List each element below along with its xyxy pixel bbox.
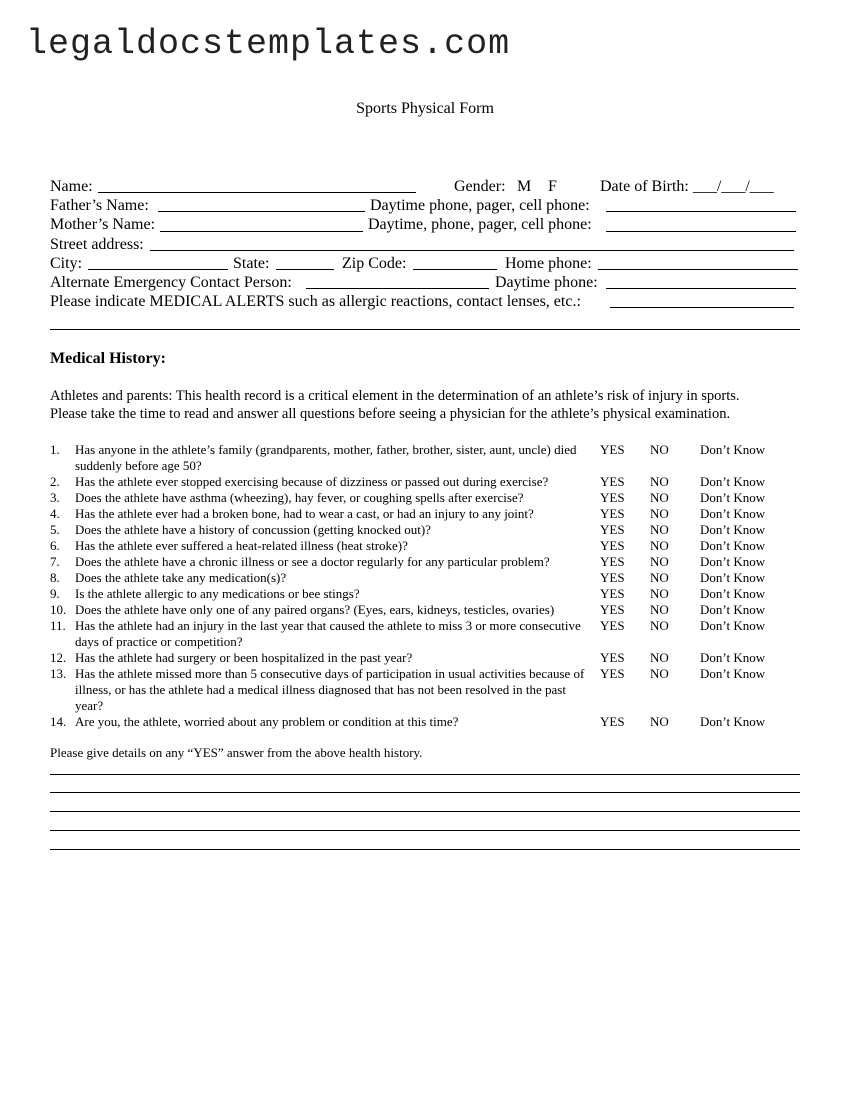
city-field[interactable] [88, 269, 228, 270]
question-item [50, 490, 802, 506]
answer-dont-know[interactable]: Don’t Know [700, 554, 766, 569]
state-field[interactable] [276, 269, 334, 270]
alt-contact-row [50, 273, 802, 292]
answer-no[interactable]: NO [650, 538, 669, 553]
question-text: Has the athlete ever suffered a heat-related illness (heat stroke)? [75, 538, 408, 553]
question-item [50, 586, 802, 602]
question-item [50, 650, 802, 666]
street-row [50, 235, 802, 254]
city-label: City: [50, 254, 83, 272]
details-line[interactable] [50, 811, 800, 812]
answer-no[interactable]: NO [650, 490, 669, 505]
mother-field[interactable] [160, 231, 363, 232]
question-number: 10. [50, 602, 67, 617]
question-item [50, 538, 802, 554]
answer-yes[interactable]: YES [600, 618, 625, 633]
question-text: Has the athlete had surgery or been hospitalized in the past year? [75, 650, 413, 665]
home-phone-label: Home phone: [505, 254, 592, 272]
intro-line-2: Please take the time to read and answer all questions before seeing a physician for the athlete’s physical examination. [50, 405, 731, 422]
answer-yes[interactable]: YES [600, 586, 625, 601]
question-item [50, 602, 802, 618]
details-line[interactable] [50, 830, 800, 831]
question-number: 2. [50, 474, 60, 489]
question-text: Does the athlete have only one of any paired organs? (Eyes, ears, kidneys, testicles, ovaries) [75, 602, 555, 617]
answer-dont-know[interactable]: Don’t Know [700, 650, 766, 665]
question-text: Is the athlete allergic to any medications or bee stings? [75, 586, 360, 601]
alt-contact-label: Alternate Emergency Contact Person: [50, 273, 292, 291]
answer-yes[interactable]: YES [600, 490, 625, 505]
alt-phone-label: Daytime phone: [495, 273, 598, 291]
question-number: 4. [50, 506, 60, 521]
name-row [50, 177, 802, 196]
answer-yes[interactable]: YES [600, 650, 625, 665]
question-item [50, 506, 802, 522]
personal-info-section [50, 177, 802, 311]
answer-yes[interactable]: YES [600, 570, 625, 585]
state-label: State: [233, 254, 270, 272]
name-label: Name: [50, 178, 93, 195]
question-text: Has the athlete ever had a broken bone, had to wear a cast, or had an injury to any joint? [75, 506, 534, 521]
question-number: 9. [50, 586, 60, 601]
answer-dont-know[interactable]: Don’t Know [700, 570, 766, 585]
question-number: 1. [50, 442, 60, 457]
question-item [50, 618, 802, 650]
question-text: Has the athlete missed more than 5 consecutive days of participation in usual activities because of illness, or has the athlete had a medical illness diagnosed that has not been resolved in the past year? [75, 666, 585, 713]
answer-dont-know[interactable]: Don’t Know [700, 442, 766, 457]
answer-yes[interactable]: YES [600, 554, 625, 569]
answer-yes[interactable]: YES [600, 538, 625, 553]
father-field[interactable] [158, 211, 365, 212]
question-item [50, 442, 802, 474]
details-line[interactable] [50, 849, 800, 850]
question-number: 6. [50, 538, 60, 553]
dob-field[interactable]: Date of Birth: ___/___/___ [600, 178, 774, 195]
answer-no[interactable]: NO [650, 554, 669, 569]
answer-dont-know[interactable]: Don’t Know [700, 538, 766, 553]
question-item [50, 666, 802, 714]
answer-dont-know[interactable]: Don’t Know [700, 714, 766, 729]
answer-dont-know[interactable]: Don’t Know [700, 666, 766, 681]
answer-no[interactable]: NO [650, 666, 669, 681]
answer-no[interactable]: NO [650, 474, 669, 489]
question-text: Has the athlete had an injury in the last year that caused the athlete to miss 3 or more consecutive days of practice or competition? [75, 618, 581, 649]
mother-phone-field[interactable] [606, 231, 796, 232]
question-number: 13. [50, 666, 67, 681]
question-number: 12. [50, 650, 67, 665]
question-item [50, 570, 802, 586]
mother-phone-label: Daytime, phone, pager, cell phone: [368, 216, 592, 234]
alt-phone-field[interactable] [606, 288, 796, 289]
home-phone-field[interactable] [598, 269, 798, 270]
alerts-line[interactable] [50, 329, 800, 330]
answer-dont-know[interactable]: Don’t Know [700, 586, 766, 601]
question-item [50, 522, 802, 538]
question-text: Has the athlete ever stopped exercising because of dizziness or passed out during exercise? [75, 474, 549, 489]
form-title: Sports Physical Form [356, 100, 494, 117]
zip-label: Zip Code: [342, 254, 407, 272]
answer-yes[interactable]: YES [600, 666, 625, 681]
answer-dont-know[interactable]: Don’t Know [700, 602, 766, 617]
answer-dont-know[interactable]: Don’t Know [700, 618, 766, 633]
question-number: 5. [50, 522, 60, 537]
medical-history-heading: Medical History: [50, 350, 166, 367]
question-text: Has anyone in the athlete’s family (grandparents, mother, father, brother, sister, aunt, uncle) died suddenly before age 50? [75, 442, 577, 473]
question-item [50, 714, 802, 730]
question-text: Does the athlete take any medication(s)? [75, 570, 287, 585]
alerts-label: Please indicate MEDICAL ALERTS such as allergic reactions, contact lenses, etc.: [50, 293, 581, 311]
gender-m-option[interactable]: M [517, 178, 532, 195]
details-line[interactable] [50, 774, 800, 775]
answer-no[interactable]: NO [650, 618, 669, 633]
answer-yes[interactable]: YES [600, 442, 625, 457]
question-number: 7. [50, 554, 60, 569]
father-phone-label: Daytime phone, pager, cell phone: [370, 197, 590, 215]
father-phone-field[interactable] [606, 211, 796, 212]
name-field[interactable] [98, 192, 416, 193]
answer-yes[interactable]: YES [600, 714, 625, 729]
question-text: Does the athlete have a history of concussion (getting knocked out)? [75, 522, 431, 537]
question-text: Does the athlete have asthma (wheezing), hay fever, or coughing spells after exercise? [75, 490, 524, 505]
question-number: 3. [50, 490, 60, 505]
intro-line-1: Athletes and parents: This health record is a critical element in the determination of an athlete’s risk of injury in sports. [50, 388, 740, 404]
question-number: 14. [50, 714, 67, 729]
answer-yes[interactable]: YES [600, 602, 625, 617]
gender-f-option[interactable]: F [548, 178, 557, 195]
answer-no[interactable]: NO [650, 586, 669, 601]
question-text: Does the athlete have a chronic illness or see a doctor regularly for any particular problem? [75, 554, 550, 569]
question-item [50, 554, 802, 570]
question-number: 11. [50, 618, 66, 633]
alt-contact-field[interactable] [306, 288, 489, 289]
city-row [50, 254, 802, 273]
question-number: 8. [50, 570, 60, 585]
alerts-field[interactable] [610, 307, 794, 308]
answer-dont-know[interactable]: Don’t Know [700, 506, 766, 521]
answer-no[interactable]: NO [650, 442, 669, 457]
medical-history-intro [50, 388, 802, 423]
answer-no[interactable]: NO [650, 714, 669, 729]
father-label: Father’s Name: [50, 197, 149, 215]
answer-no[interactable]: NO [650, 602, 669, 617]
father-row [50, 196, 802, 215]
gender-label: Gender: [454, 178, 506, 195]
street-label: Street address: [50, 235, 144, 253]
mother-label: Mother’s Name: [50, 216, 156, 234]
answer-dont-know[interactable]: Don’t Know [700, 474, 766, 489]
answer-yes[interactable]: YES [600, 522, 625, 537]
answer-dont-know[interactable]: Don’t Know [700, 522, 766, 537]
watermark: legaldocstemplates.com [26, 24, 511, 64]
answer-yes[interactable]: YES [600, 474, 625, 489]
answer-no[interactable]: NO [650, 570, 669, 585]
answer-no[interactable]: NO [650, 522, 669, 537]
answer-no[interactable]: NO [650, 650, 669, 665]
mother-row [50, 215, 802, 234]
question-list [50, 442, 802, 730]
details-label: Please give details on any “YES” answer from the above health history. [50, 745, 423, 760]
street-field[interactable] [150, 250, 794, 251]
zip-field[interactable] [413, 269, 497, 270]
answer-dont-know[interactable]: Don’t Know [700, 490, 766, 505]
question-item [50, 474, 802, 490]
answer-no[interactable]: NO [650, 506, 669, 521]
alerts-row [50, 292, 802, 311]
details-line[interactable] [50, 792, 800, 793]
question-text: Are you, the athlete, worried about any problem or condition at this time? [75, 714, 459, 729]
answer-yes[interactable]: YES [600, 506, 625, 521]
